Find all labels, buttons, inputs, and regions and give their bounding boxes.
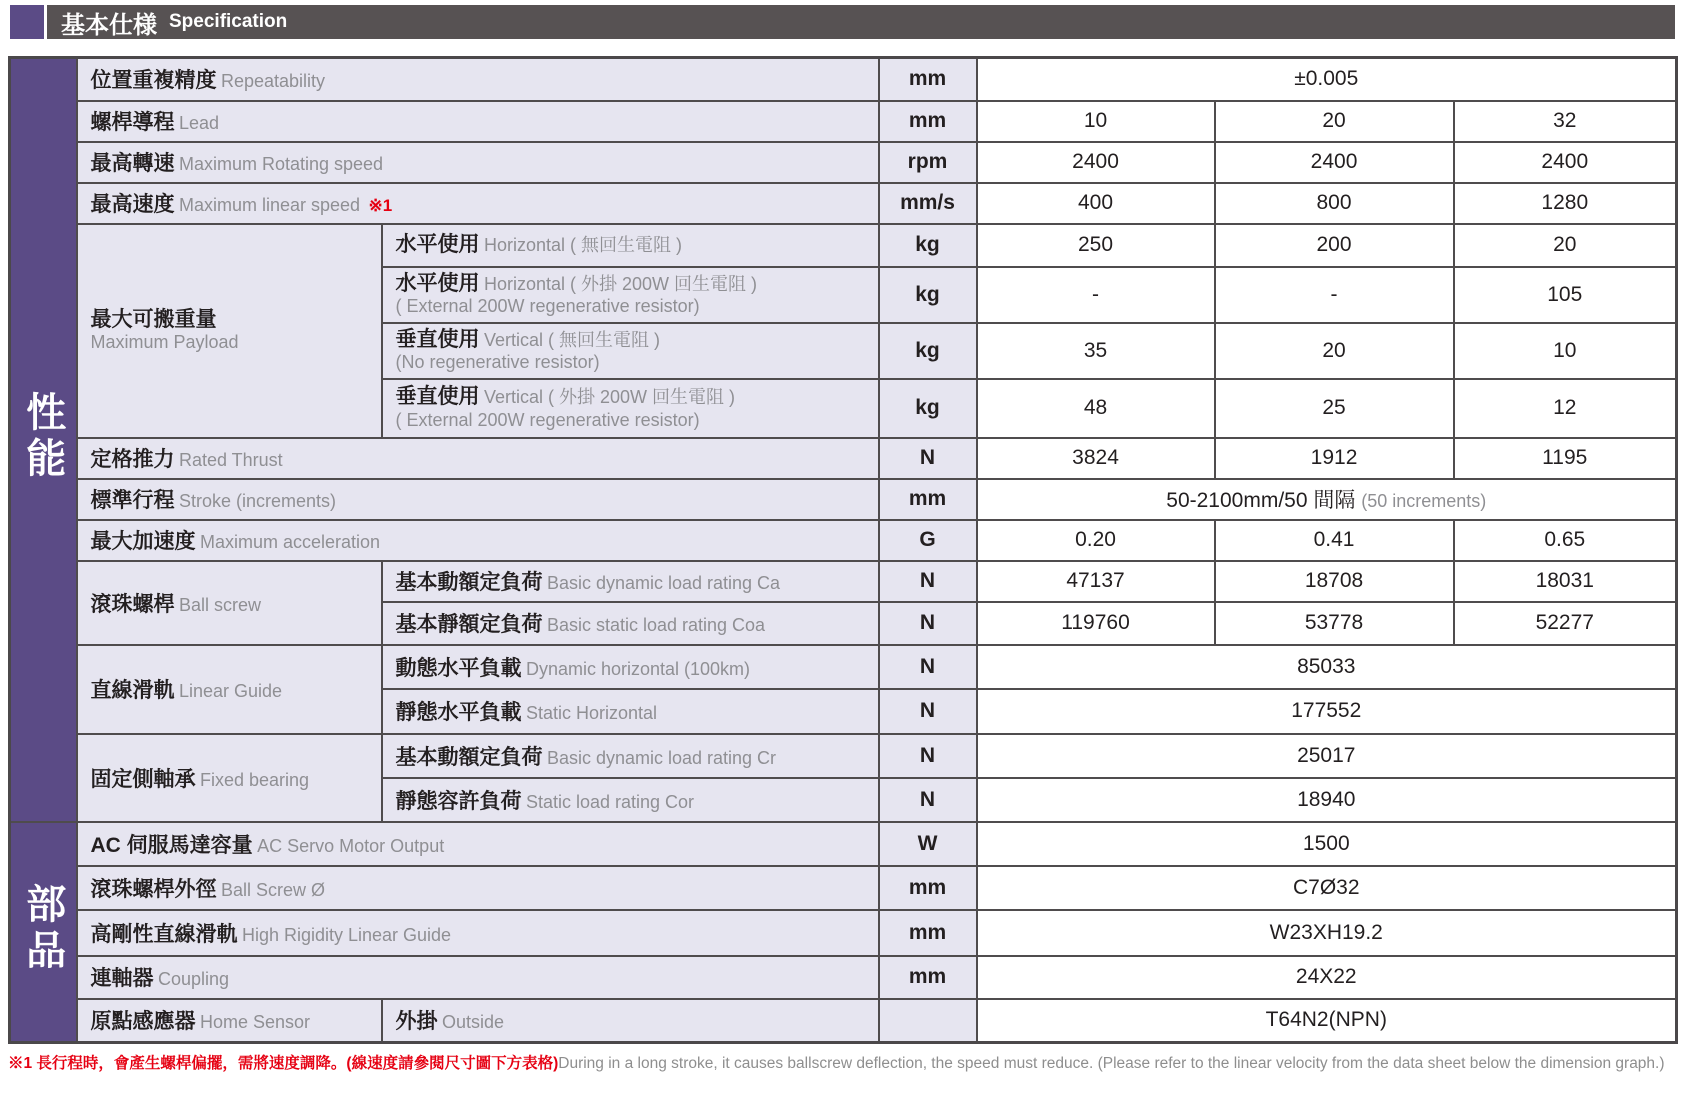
value-cell: 1195 bbox=[1454, 438, 1677, 479]
label-rated-thrust: 定格推力 Rated Thrust bbox=[77, 438, 879, 479]
value-cell: 25017 bbox=[977, 734, 1677, 778]
value-cell: - bbox=[1215, 267, 1454, 323]
value-cell: 53778 bbox=[1215, 602, 1454, 645]
sidebar-performance-label: 性能 bbox=[20, 391, 65, 484]
value-cell: C7Ø32 bbox=[977, 866, 1677, 910]
value-cell: 18708 bbox=[1215, 561, 1454, 602]
unit-cell: G bbox=[879, 520, 977, 561]
unit-cell: mm bbox=[879, 58, 977, 101]
unit-cell: kg bbox=[879, 267, 977, 323]
unit-cell: N bbox=[879, 602, 977, 645]
value-cell: 2400 bbox=[977, 142, 1215, 183]
unit-cell: N bbox=[879, 689, 977, 734]
value-cell: 0.65 bbox=[1454, 520, 1677, 561]
label-fixed-bearing-dynamic: 基本動額定負荷 Basic dynamic load rating Cr bbox=[382, 734, 879, 778]
value-cell: 1912 bbox=[1215, 438, 1454, 479]
unit-cell: kg bbox=[879, 323, 977, 379]
value-cell: ±0.005 bbox=[977, 58, 1677, 101]
label-payload-vertical-ext-regen: 垂直使用 Vertical ( 外掛 200W 回生電阻 ) ( External 200W regenerative resistor) bbox=[382, 379, 879, 438]
label-max-linear-speed: 最高速度 Maximum linear speed ※1 bbox=[77, 183, 879, 224]
label-home-sensor-outside: 外掛 Outside bbox=[382, 999, 879, 1043]
unit-cell: mm bbox=[879, 101, 977, 142]
header-accent-square bbox=[10, 5, 44, 39]
unit-cell: mm bbox=[879, 479, 977, 520]
label-linear-guide-dynamic: 動態水平負載 Dynamic horizontal (100km) bbox=[382, 645, 879, 689]
label-rigid-guide: 高剛性直線滑軌 High Rigidity Linear Guide bbox=[77, 910, 879, 956]
group-label-ball-screw: 滾珠螺桿 Ball screw bbox=[77, 561, 382, 645]
label-ball-screw-static: 基本靜額定負荷 Basic static load rating Coa bbox=[382, 602, 879, 645]
label-home-sensor: 原點感應器 Home Sensor bbox=[77, 999, 382, 1043]
unit-cell: N bbox=[879, 645, 977, 689]
value-cell: 10 bbox=[977, 101, 1215, 142]
value-cell: 47137 bbox=[977, 561, 1215, 602]
value-cell: 3824 bbox=[977, 438, 1215, 479]
page-subtitle: Specification bbox=[169, 11, 288, 32]
value-cell: 20 bbox=[1215, 101, 1454, 142]
unit-cell: kg bbox=[879, 224, 977, 267]
label-payload-horizontal-ext-regen: 水平使用 Horizontal ( 外掛 200W 回生電阻 ) ( External 200W regenerative resistor) bbox=[382, 267, 879, 323]
value-cell: 119760 bbox=[977, 602, 1215, 645]
value-cell: 800 bbox=[1215, 183, 1454, 224]
sidebar-section-performance bbox=[10, 58, 77, 822]
unit-cell: N bbox=[879, 778, 977, 822]
label-lead: 螺桿導程 Lead bbox=[77, 101, 879, 142]
group-label-maximum-payload: 最大可搬重量 Maximum Payload bbox=[77, 224, 382, 438]
label-linear-guide-static: 靜態水平負載 Static Horizontal bbox=[382, 689, 879, 734]
sidebar-parts-label: 部品 bbox=[20, 883, 65, 976]
section-header bbox=[10, 5, 1675, 39]
label-fixed-bearing-static: 靜態容許負荷 Static load rating Cor bbox=[382, 778, 879, 822]
value-cell: 177552 bbox=[977, 689, 1677, 734]
value-cell: 32 bbox=[1454, 101, 1677, 142]
value-cell: 52277 bbox=[1454, 602, 1677, 645]
value-cell: 1500 bbox=[977, 822, 1677, 866]
value-cell: 20 bbox=[1215, 323, 1454, 379]
footnote bbox=[8, 1051, 1683, 1073]
value-cell: 105 bbox=[1454, 267, 1677, 323]
label-max-acceleration: 最大加速度 Maximum acceleration bbox=[77, 520, 879, 561]
value-cell: 18031 bbox=[1454, 561, 1677, 602]
value-cell: 10 bbox=[1454, 323, 1677, 379]
label-servo-output: AC 伺服馬達容量 AC Servo Motor Output bbox=[77, 822, 879, 866]
label-payload-horizontal-no-regen: 水平使用 Horizontal ( 無回生電阻 ) bbox=[382, 224, 879, 267]
value-cell: 250 bbox=[977, 224, 1215, 267]
label-coupling: 連軸器 Coupling bbox=[77, 956, 879, 999]
value-cell: 0.20 bbox=[977, 520, 1215, 561]
footnote-text-en: During in a long stroke, it causes ballscrew deflection, the speed must reduce. (Please refer to the linear velocity from the data sheet below the dimension graph.) bbox=[558, 1055, 1665, 1072]
value-cell: 200 bbox=[1215, 224, 1454, 267]
value-cell: 12 bbox=[1454, 379, 1677, 438]
unit-cell: rpm bbox=[879, 142, 977, 183]
label-repeatability: 位置重複精度 Repeatability bbox=[77, 58, 879, 101]
value-cell: 50-2100mm/50 間隔 (50 increments) bbox=[977, 479, 1677, 520]
unit-cell: mm bbox=[879, 866, 977, 910]
value-cell: 0.41 bbox=[1215, 520, 1454, 561]
value-cell: 85033 bbox=[977, 645, 1677, 689]
page-title: 基本仕様 bbox=[61, 11, 157, 39]
value-cell: 2400 bbox=[1215, 142, 1454, 183]
label-ball-screw-od: 滾珠螺桿外徑 Ball Screw Ø bbox=[77, 866, 879, 910]
value-cell: 20 bbox=[1454, 224, 1677, 267]
value-cell: 25 bbox=[1215, 379, 1454, 438]
footnote-text-zh: ※1 長行程時，會產生螺桿偏擺，需將速度調降。(線速度請參閱尺寸圖下方表格) bbox=[8, 1055, 559, 1072]
value-cell: 48 bbox=[977, 379, 1215, 438]
group-label-linear-guide: 直線滑軌 Linear Guide bbox=[77, 645, 382, 734]
value-cell: 24X22 bbox=[977, 956, 1677, 999]
unit-cell bbox=[879, 999, 977, 1043]
label-payload-vertical-no-regen: 垂直使用 Vertical ( 無回生電阻 ) (No regenerative resistor) bbox=[382, 323, 879, 379]
label-ball-screw-dynamic: 基本動額定負荷 Basic dynamic load rating Ca bbox=[382, 561, 879, 602]
unit-cell: mm/s bbox=[879, 183, 977, 224]
label-max-rotating-speed: 最高轉速 Maximum Rotating speed bbox=[77, 142, 879, 183]
unit-cell: N bbox=[879, 734, 977, 778]
unit-cell: kg bbox=[879, 379, 977, 438]
value-cell: 35 bbox=[977, 323, 1215, 379]
value-cell: 18940 bbox=[977, 778, 1677, 822]
value-cell: W23XH19.2 bbox=[977, 910, 1677, 956]
sidebar-section-parts bbox=[10, 822, 77, 1043]
unit-cell: mm bbox=[879, 910, 977, 956]
value-cell: 400 bbox=[977, 183, 1215, 224]
specification-table bbox=[8, 56, 1678, 1044]
unit-cell: mm bbox=[879, 956, 977, 999]
footnote-marker: ※1 bbox=[368, 196, 393, 215]
value-cell: 2400 bbox=[1454, 142, 1677, 183]
label-stroke: 標準行程 Stroke (increments) bbox=[77, 479, 879, 520]
unit-cell: N bbox=[879, 438, 977, 479]
unit-cell: N bbox=[879, 561, 977, 602]
header-bar bbox=[47, 5, 1675, 39]
value-cell: - bbox=[977, 267, 1215, 323]
value-cell: T64N2(NPN) bbox=[977, 999, 1677, 1043]
unit-cell: W bbox=[879, 822, 977, 866]
group-label-fixed-bearing: 固定側軸承 Fixed bearing bbox=[77, 734, 382, 822]
value-cell: 1280 bbox=[1454, 183, 1677, 224]
